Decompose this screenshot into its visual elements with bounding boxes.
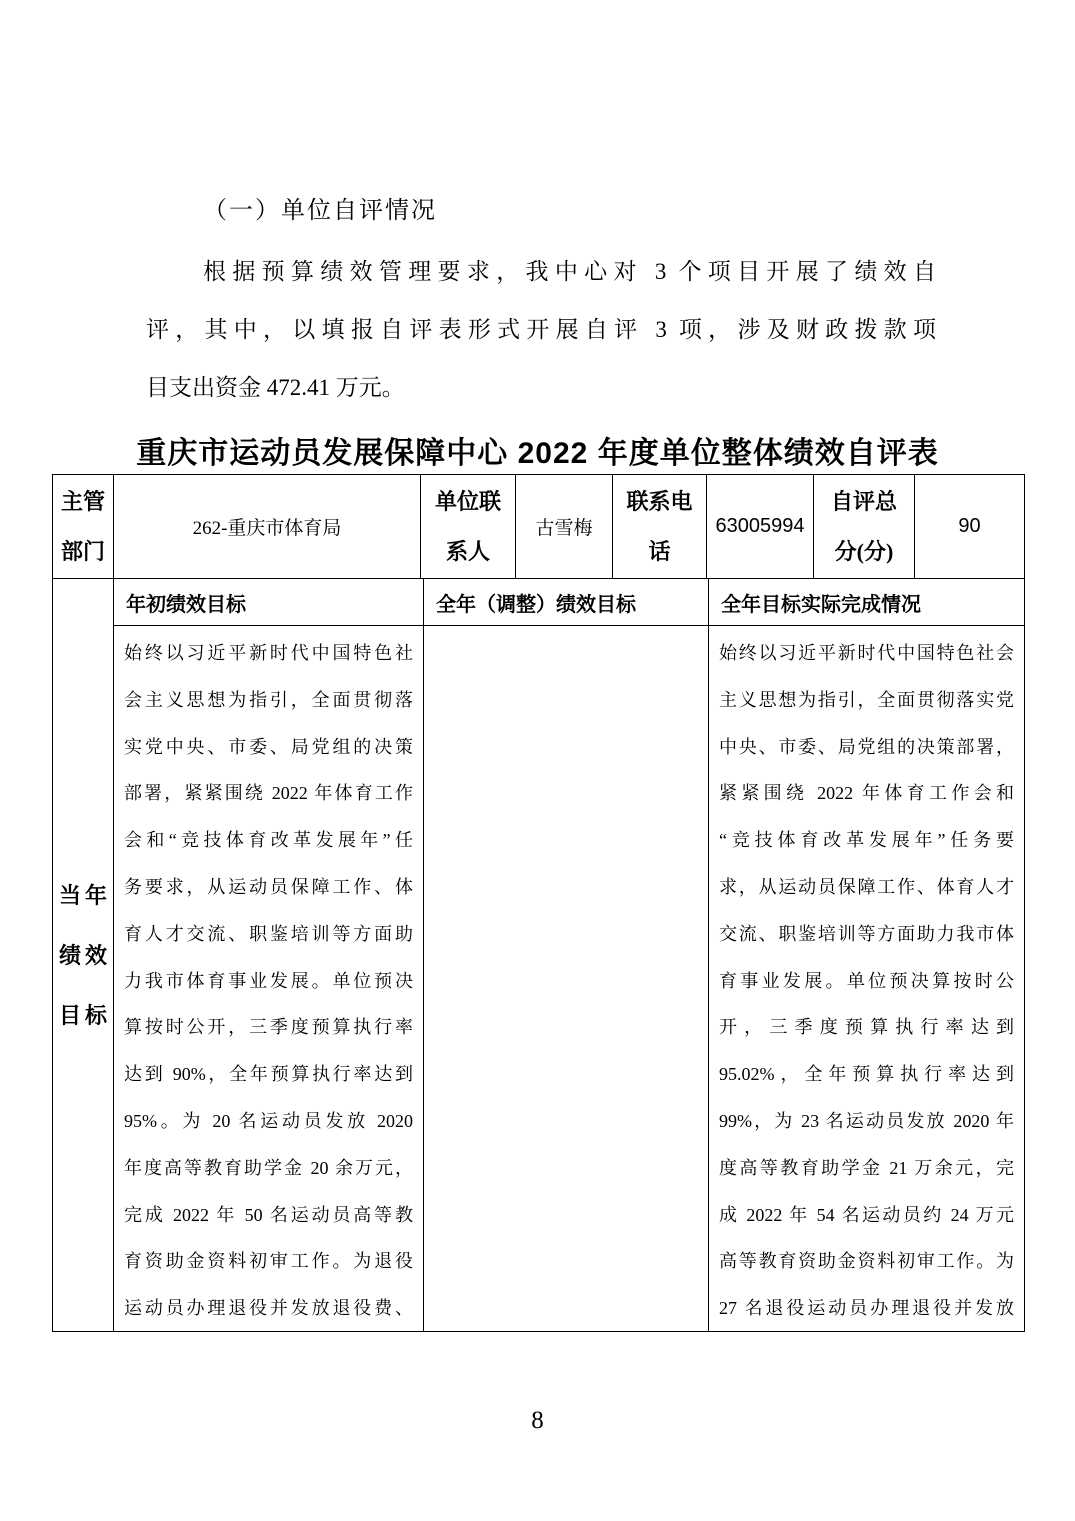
goals-columns bbox=[114, 579, 1024, 1332]
dept-value-cell bbox=[114, 475, 421, 578]
text-line: 根据预算绩效管理要求，我中心对 3 个项目开展了绩效自 bbox=[203, 259, 936, 284]
text-line: 育事业发展。单位预决算按时公 bbox=[719, 970, 1014, 991]
score-value: 90 bbox=[958, 515, 981, 537]
text-line: 系人 bbox=[445, 538, 490, 564]
text-line: 育人才交流、职鉴培训等方面助 bbox=[124, 923, 413, 944]
phone-value-cell bbox=[707, 475, 814, 578]
score-value-cell bbox=[915, 475, 1024, 578]
text-line: “竞技体育改革发展年”任务要 bbox=[719, 830, 1014, 851]
text-line: 算按时公开，三季度预算执行率 bbox=[124, 1017, 413, 1038]
text-line: 度高等教育助学金 21 万余元，完 bbox=[719, 1157, 1014, 1178]
phone-value: 63005994 bbox=[715, 515, 805, 537]
col-header-adjusted-goals: 全年（调整）绩效目标 bbox=[424, 579, 709, 625]
table-goals-section bbox=[53, 579, 1024, 1332]
text-line: 95.02%，全年预算执行率达到 bbox=[719, 1064, 1014, 1085]
score-label-cell bbox=[814, 475, 915, 578]
text-line: 中央、市委、局党组的决策部署， bbox=[719, 736, 1014, 757]
text-line: 运动员办理退役并发放退役费、 bbox=[124, 1298, 413, 1319]
actual-completion-cell bbox=[709, 626, 1024, 1332]
text-line: 始终以习近平新时代中国特色社 bbox=[124, 643, 413, 664]
year-start-goals-cell bbox=[114, 626, 424, 1332]
dept-value: 262-重庆市体育局 bbox=[192, 518, 342, 539]
text-line: 联系电 bbox=[626, 488, 693, 514]
text-line: 评，其中，以填报自评表形式开展自评 3 项，涉及财政拨款项 bbox=[146, 317, 936, 342]
text-line: 紧紧围绕 2022 年体育工作会和 bbox=[719, 783, 1014, 804]
col-header-actual-completion: 全年目标实际完成情况 bbox=[721, 593, 921, 616]
text-line: 开，三季度预算执行率达到 bbox=[719, 1017, 1014, 1038]
page-number: 8 bbox=[531, 1407, 544, 1434]
text-line: 话 bbox=[648, 538, 671, 564]
text-line: 求，从运动员保障工作、体育人才 bbox=[719, 877, 1014, 898]
text-line: 主管 bbox=[60, 488, 105, 514]
dept-label-cell bbox=[53, 475, 114, 578]
text-line: 完成 2022 年 50 名运动员高等教 bbox=[124, 1204, 413, 1225]
text-line: 目标 bbox=[58, 1002, 111, 1028]
contact-label-cell bbox=[421, 475, 516, 578]
text-line: 力我市体育事业发展。单位预决 bbox=[124, 970, 413, 991]
text-line: 年度高等教育助学金 20 余万元， bbox=[124, 1157, 413, 1178]
contact-value: 古雪梅 bbox=[535, 518, 593, 539]
text-line: 分(分) bbox=[834, 538, 894, 564]
text-line: 实党中央、市委、局党组的决策 bbox=[124, 736, 413, 757]
text-line: 始终以习近平新时代中国特色社会 bbox=[719, 643, 1014, 664]
contact-value-cell bbox=[516, 475, 613, 578]
text-line: 部署，紧紧围绕 2022 年体育工作 bbox=[124, 783, 413, 804]
text-line: 当年 bbox=[58, 882, 111, 908]
phone-label-cell bbox=[613, 475, 707, 578]
table-info-row bbox=[53, 475, 1024, 579]
text-line: 99%，为 23 名运动员发放 2020 年 bbox=[719, 1111, 1014, 1132]
text-line: 高等教育资助金资料初审工作。为 bbox=[719, 1251, 1014, 1272]
text-line: 达到 90%，全年预算执行率达到 bbox=[124, 1064, 413, 1085]
section-heading: （一）单位自评情况 bbox=[203, 198, 437, 224]
intro-paragraph bbox=[146, 243, 936, 417]
column-header-row bbox=[114, 579, 1024, 626]
text-line: 自评总 bbox=[830, 488, 897, 514]
text-line: 单位联 bbox=[434, 488, 501, 514]
text-line: 部门 bbox=[60, 538, 105, 564]
text-line: 育资助金资料初审工作。为退役 bbox=[124, 1251, 413, 1272]
text-line: 成 2022 年 54 名运动员约 24 万元 bbox=[719, 1204, 1014, 1225]
text-line: 目支出资金 472.41 万元。 bbox=[146, 375, 405, 400]
row-label-current-year-goals bbox=[53, 579, 114, 1332]
text-line: 交流、职鉴培训等方面助力我市体 bbox=[719, 923, 1014, 944]
goals-body-row bbox=[114, 626, 1024, 1332]
text-line: 会主义思想为指引，全面贯彻落 bbox=[124, 689, 413, 710]
table-title: 重庆市运动员发展保障中心 2022 年度单位整体绩效自评表 bbox=[136, 437, 939, 470]
text-line: 95%。为 20 名运动员发放 2020 bbox=[124, 1111, 413, 1132]
performance-self-evaluation-table bbox=[52, 474, 1025, 1332]
col-header-year-start-goals: 年初绩效目标 bbox=[114, 579, 424, 625]
adjusted-goals-cell bbox=[424, 626, 709, 1332]
text-line: 会和“竞技体育改革发展年”任 bbox=[124, 830, 413, 851]
text-line: 绩效 bbox=[58, 942, 111, 968]
text-line: 27 名退役运动员办理退役并发放 bbox=[719, 1298, 1014, 1319]
text-line: 务要求，从运动员保障工作、体 bbox=[124, 877, 413, 898]
text-line: 主义思想为指引，全面贯彻落实党 bbox=[719, 689, 1014, 710]
